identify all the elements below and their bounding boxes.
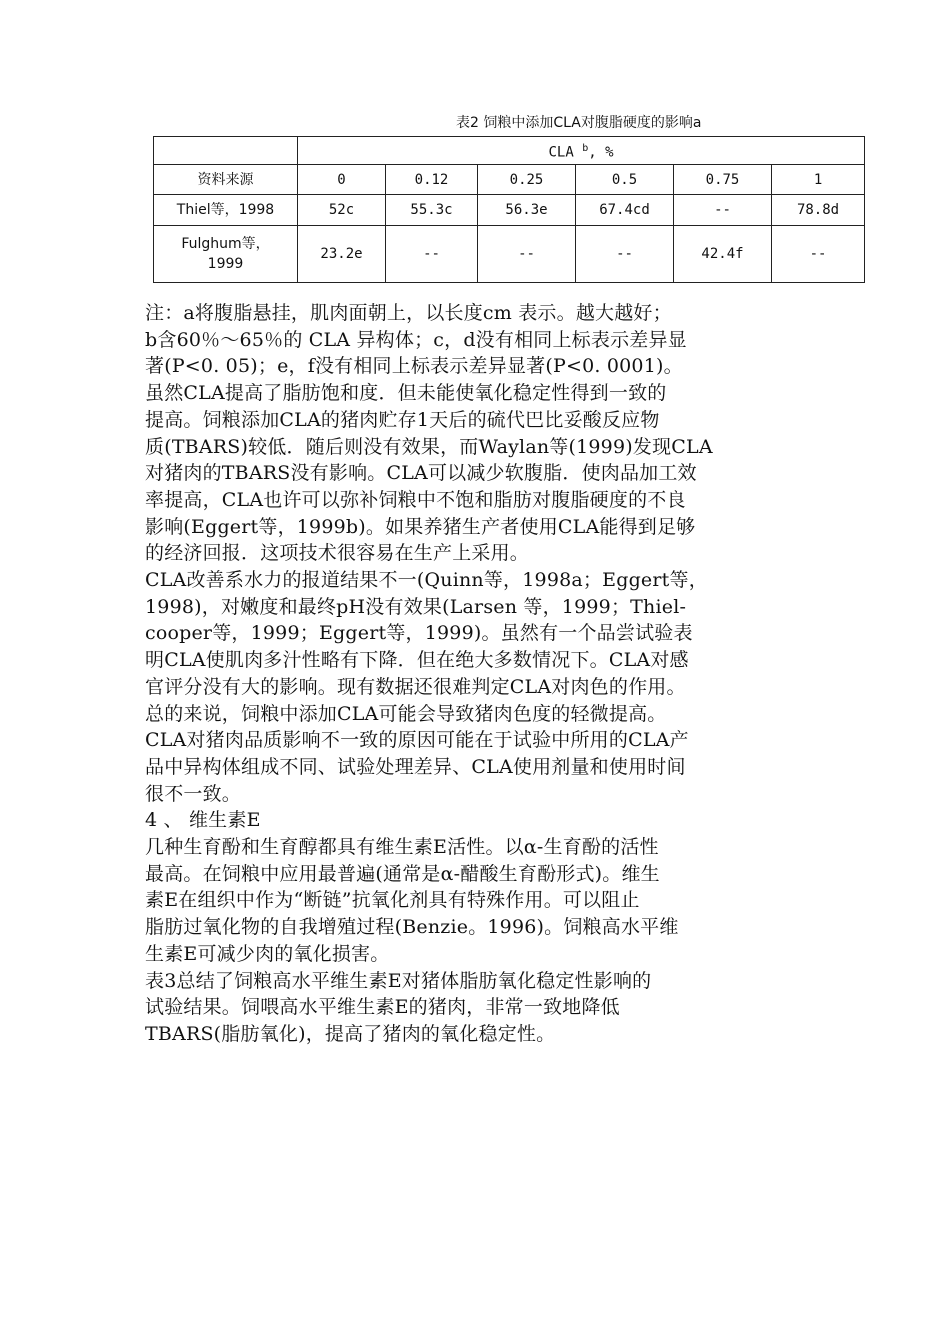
level-header: 0.12: [386, 165, 478, 195]
text-line: 素E在组织中作为“断链”抗氧化剂具有特殊作用。可以阻止: [145, 889, 640, 912]
value-cell: 56.3e: [478, 195, 576, 225]
table-row: [154, 225, 865, 282]
table-corner-cell: [154, 137, 298, 165]
text-line: 对猪肉的TBARS没有影响。CLA可以减少软腹脂．使肉品加工效: [145, 462, 697, 485]
section-heading: 4 、 维生素E: [145, 809, 261, 832]
body-text: [145, 300, 815, 1048]
value-cell: 78.8d: [772, 195, 865, 225]
text-line: CLA对猪肉品质影响不一致的原因可能在于试验中所用的CLA产: [145, 729, 689, 752]
text-line: 提高。饲粮添加CLA的猪肉贮存1天后的硫代巴比妥酸反应物: [145, 408, 660, 431]
text-line: b含60％～65％的 CLA 异构体；c，d没有相同上标表示差异显: [145, 328, 687, 351]
source-line: 1999: [207, 255, 244, 272]
text-line: 1998)，对嫩度和最终pH没有效果(Larsen 等，1999；Thiel-: [145, 595, 687, 618]
text-line: 品中异构体组成不同、试验处理差异、CLA使用剂量和使用时间: [145, 755, 686, 778]
source-line: Fulghum等，: [181, 235, 270, 252]
text-line: 生素E可减少肉的氧化损害。: [145, 942, 390, 965]
text-line: 最高。在饲粮中应用最普遍(通常是α-醋酸生育酚形式)。维生: [145, 862, 660, 885]
text-line: 著(P<0. 05)；e，f没有相同上标表示差异显著(P<0. 0001)。: [145, 355, 683, 378]
value-cell: 55.3c: [386, 195, 478, 225]
text-line: cooper等，1999；Eggert等，1999)。虽然有一个品尝试验表: [145, 622, 693, 645]
level-header: 0.25: [478, 165, 576, 195]
source-cell: Thiel等，1998: [154, 195, 298, 225]
text-line: 几种生育酚和生育醇都具有维生素E活性。以α-生育酚的活性: [145, 836, 659, 859]
text-line: 率提高，CLA也许可以弥补饲粮中不饱和脂肪对腹脂硬度的不良: [145, 488, 686, 511]
value-cell: --: [772, 225, 865, 282]
text-line: 很不一致。: [145, 782, 242, 805]
text-line: 总的来说，饲粮中添加CLA可能会导致猪肉色度的轻微提高。: [145, 702, 667, 725]
value-cell: --: [478, 225, 576, 282]
level-header: 0.5: [576, 165, 674, 195]
text-line: 官评分没有大的影响。现有数据还很难判定CLA对肉色的作用。: [145, 675, 686, 698]
text-line: 质(TBARS)较低．随后则没有效果，而Waylan等(1999)发现CLA: [145, 435, 713, 458]
cla-belly-fat-table: [153, 136, 865, 283]
text-line: 表3总结了饲粮高水平维生素E对猪体脂肪氧化稳定性影响的: [145, 969, 652, 992]
value-cell: 52c: [298, 195, 386, 225]
value-cell: --: [576, 225, 674, 282]
cla-unit: , %: [588, 144, 614, 161]
cla-level-header: [298, 137, 865, 165]
source-header: 资料来源: [154, 165, 298, 195]
level-header: 0.75: [674, 165, 772, 195]
source-cell: [154, 225, 298, 282]
text-line: 明CLA使肌肉多汁性略有下降．但在绝大多数情况下。CLA对感: [145, 649, 689, 672]
text-line: 脂肪过氧化物的自我增殖过程(Benzie。1996)。饲粮高水平维: [145, 916, 679, 939]
table-caption: 表2 饲粮中添加CLA对腹脂硬度的影响a: [456, 115, 702, 131]
value-cell: 23.2e: [298, 225, 386, 282]
text-line: TBARS(脂肪氧化)，提高了猪肉的氧化稳定性。: [145, 1022, 556, 1045]
cla-label: CLA: [548, 144, 574, 161]
value-cell: 42.4f: [674, 225, 772, 282]
value-cell: --: [674, 195, 772, 225]
cla-superscript: b: [582, 142, 589, 154]
text-line: 影响(Eggert等，1999b)。如果养猪生产者使用CLA能得到足够: [145, 515, 696, 538]
level-header: 1: [772, 165, 865, 195]
level-header: 0: [298, 165, 386, 195]
text-line: 注：a将腹脂悬挂，肌肉面朝上，以长度cm 表示。越大越好；: [145, 302, 672, 324]
text-line: 虽然CLA提高了脂肪饱和度．但未能使氧化稳定性得到一致的: [145, 382, 667, 405]
text-line: CLA改善系水力的报道结果不一(Quinn等，1998a；Eggert等，: [145, 569, 708, 592]
value-cell: --: [386, 225, 478, 282]
table-row: [154, 195, 865, 225]
text-line: 试验结果。饲喂高水平维生素E的猪肉，非常一致地降低: [145, 996, 620, 1019]
text-line: 的经济回报．这项技术很容易在生产上采用。: [145, 542, 530, 565]
value-cell: 67.4cd: [576, 195, 674, 225]
